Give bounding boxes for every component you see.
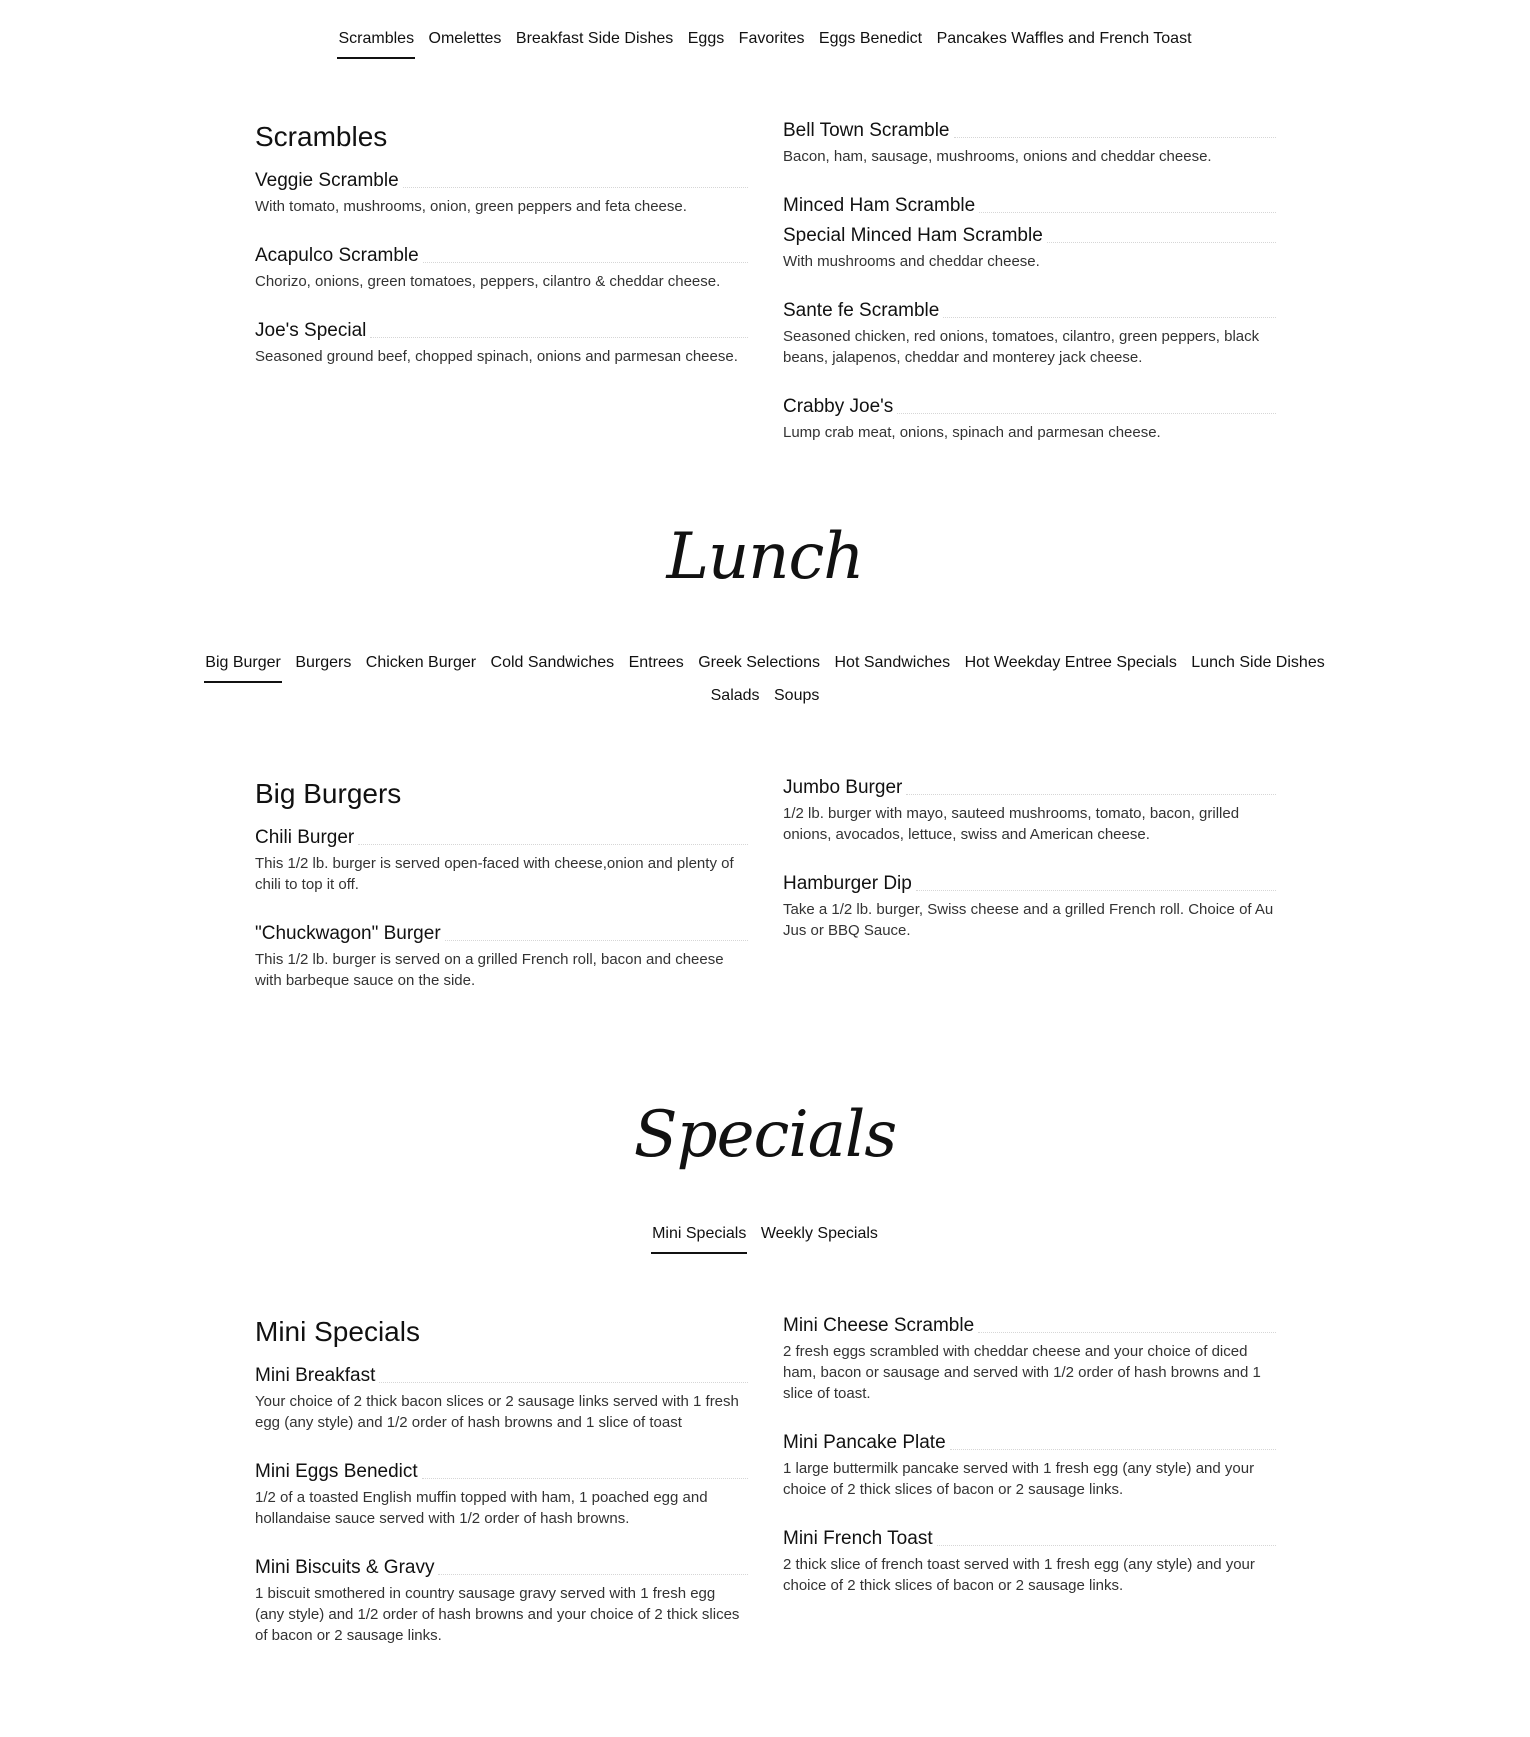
dotted-leader xyxy=(423,262,748,263)
specials-title: Specials xyxy=(633,1098,897,1172)
tab-mini-specials[interactable]: Mini Specials xyxy=(651,1217,747,1250)
dotted-leader xyxy=(897,413,1276,414)
menu-item-name: Acapulco Scramble xyxy=(255,245,419,266)
tab-hot-sandwiches[interactable]: Hot Sandwiches xyxy=(834,654,951,671)
dotted-leader xyxy=(943,317,1276,318)
menu-item-description: Seasoned ground beef, chopped spinach, onions and parmesan cheese. xyxy=(255,348,738,365)
dotted-leader xyxy=(906,794,1276,795)
scrambles-left-column xyxy=(255,120,748,393)
menu-item-description: Take a 1/2 lb. burger, Swiss cheese and a grilled French roll. Choice of Au Jus or BBQ Sauce. xyxy=(783,901,1274,939)
menu-item xyxy=(783,775,1276,845)
menu-item-name: Crabby Joe's xyxy=(783,396,894,417)
menu-item-name: Minced Ham Scramble xyxy=(783,195,976,216)
menu-item-description: Lump crab meat, onions, spinach and parmesan cheese. xyxy=(783,424,1161,441)
tab-omelettes[interactable]: Omelettes xyxy=(428,30,502,47)
menu-item xyxy=(255,825,748,895)
specials-tab-bar xyxy=(0,1217,1530,1250)
menu-item-name: Special Minced Ham Scramble xyxy=(783,225,1043,246)
dotted-leader xyxy=(950,1449,1276,1450)
dotted-leader xyxy=(1047,242,1276,243)
menu-item-name: Mini Biscuits & Gravy xyxy=(255,1557,435,1578)
menu-item-description: 1/2 of a toasted English muffin topped with ham, 1 poached egg and hollandaise sauce served with 1/2 order of hash browns. xyxy=(255,1489,708,1527)
menu-item-description: 2 thick slice of french toast served with 1 fresh egg (any style) and your choice of 2 thick slices of bacon or 2 sausage links. xyxy=(783,1556,1255,1594)
dotted-leader xyxy=(379,1382,748,1383)
menu-item-name: Mini Breakfast xyxy=(255,1365,376,1386)
menu-item-description: Your choice of 2 thick bacon slices or 2 sausage links served with 1 fresh egg (any style) and 1/2 order of hash browns and 1 slice of toast xyxy=(255,1393,739,1431)
menu-item-description: With tomato, mushrooms, onion, green peppers and feta cheese. xyxy=(255,198,687,215)
menu-item xyxy=(255,1459,748,1529)
dotted-leader xyxy=(979,212,1276,213)
menu-item-name: Veggie Scramble xyxy=(255,170,399,191)
tab-pancakes-waffles-french-toast[interactable]: Pancakes Waffles and French Toast xyxy=(936,30,1192,47)
menu-item xyxy=(783,193,1276,219)
section-heading-mini-specials: Mini Specials xyxy=(255,1316,420,1347)
lunch-tab-bar-row2 xyxy=(0,679,1530,712)
menu-item-name: Jumbo Burger xyxy=(783,777,903,798)
menu-item-description: 2 fresh eggs scrambled with cheddar cheese and your choice of diced ham, bacon or sausage and served with 1/2 order of hash browns and 1 slice of toast. xyxy=(783,1343,1261,1402)
big-burgers-left-column xyxy=(255,777,748,1017)
tab-favorites[interactable]: Favorites xyxy=(738,30,805,47)
tab-big-burger[interactable]: Big Burger xyxy=(204,646,282,679)
tab-cold-sandwiches[interactable]: Cold Sandwiches xyxy=(490,654,615,671)
menu-item-name: Joe's Special xyxy=(255,320,367,341)
menu-item-description: Bacon, ham, sausage, mushrooms, onions and cheddar cheese. xyxy=(783,148,1212,165)
menu-item xyxy=(255,168,748,217)
menu-item xyxy=(783,298,1276,368)
tab-soups[interactable]: Soups xyxy=(774,687,820,704)
dotted-leader xyxy=(403,187,748,188)
dotted-leader xyxy=(370,337,748,338)
menu-item-name: Mini Eggs Benedict xyxy=(255,1461,418,1482)
dotted-leader xyxy=(916,890,1276,891)
menu-item-name: Mini Cheese Scramble xyxy=(783,1315,975,1336)
menu-item-name: Sante fe Scramble xyxy=(783,300,940,321)
menu-item xyxy=(255,921,748,991)
dotted-leader xyxy=(937,1545,1276,1546)
tab-salads[interactable]: Salads xyxy=(710,687,760,704)
tab-chicken-burger[interactable]: Chicken Burger xyxy=(365,654,477,671)
menu-item-name: Bell Town Scramble xyxy=(783,120,950,141)
menu-item-description: 1/2 lb. burger with mayo, sauteed mushrooms, tomato, bacon, grilled onions, avocados, lettuce, swiss and American cheese. xyxy=(783,805,1240,843)
section-heading-big-burgers: Big Burgers xyxy=(255,778,402,809)
menu-item-description: This 1/2 lb. burger is served on a grilled French roll, bacon and cheese with barbeque sauce on the side. xyxy=(255,951,724,989)
breakfast-tab-bar xyxy=(0,22,1530,55)
dotted-leader xyxy=(358,844,748,845)
menu-item-description: This 1/2 lb. burger is served open-faced with cheese,onion and plenty of chili to top it off. xyxy=(255,855,734,893)
menu-item xyxy=(783,871,1276,941)
lunch-tab-bar-row1 xyxy=(0,646,1530,679)
mini-specials-right-column xyxy=(783,1313,1276,1622)
menu-item xyxy=(255,318,748,367)
menu-item-description: Chorizo, onions, green tomatoes, peppers, cilantro & cheddar cheese. xyxy=(255,273,721,290)
menu-item xyxy=(783,394,1276,443)
dotted-leader xyxy=(422,1478,748,1479)
dotted-leader xyxy=(954,137,1276,138)
tab-hot-weekday-entree-specials[interactable]: Hot Weekday Entree Specials xyxy=(964,654,1177,671)
tab-scrambles[interactable]: Scrambles xyxy=(337,22,415,55)
mini-specials-left-column xyxy=(255,1315,748,1672)
tab-breakfast-side-dishes[interactable]: Breakfast Side Dishes xyxy=(515,30,674,47)
menu-item-description: 1 biscuit smothered in country sausage gravy served with 1 fresh egg (any style) and 1/2 order of hash browns and your choice of 2 thick slices of bacon or 2 sausage links. xyxy=(255,1585,740,1644)
menu-item xyxy=(783,1526,1276,1596)
dotted-leader xyxy=(445,940,748,941)
scrambles-right-column xyxy=(783,118,1276,469)
tab-burgers[interactable]: Burgers xyxy=(295,654,352,671)
lunch-title: Lunch xyxy=(666,520,864,594)
section-heading-scrambles: Scrambles xyxy=(255,121,388,152)
tab-eggs-benedict[interactable]: Eggs Benedict xyxy=(818,30,923,47)
menu-item-description: With mushrooms and cheddar cheese. xyxy=(783,253,1040,270)
menu-item-name: "Chuckwagon" Burger xyxy=(255,923,441,944)
tab-greek-selections[interactable]: Greek Selections xyxy=(698,654,821,671)
menu-item-name: Mini French Toast xyxy=(783,1528,933,1549)
menu-item xyxy=(783,1313,1276,1404)
menu-item xyxy=(255,243,748,292)
menu-item xyxy=(783,118,1276,167)
menu-item-description: 1 large buttermilk pancake served with 1 fresh egg (any style) and your choice of 2 thick slices of bacon or 2 sausage links. xyxy=(783,1460,1255,1498)
tab-weekly-specials[interactable]: Weekly Specials xyxy=(760,1225,878,1242)
dotted-leader xyxy=(978,1332,1276,1333)
tab-eggs[interactable]: Eggs xyxy=(687,30,725,47)
tab-lunch-side-dishes[interactable]: Lunch Side Dishes xyxy=(1191,654,1325,671)
menu-item xyxy=(783,1430,1276,1500)
menu-item-description: Seasoned chicken, red onions, tomatoes, cilantro, green peppers, black beans, jalapenos, cheddar and monterey jack cheese. xyxy=(783,328,1260,366)
big-burgers-right-column xyxy=(783,775,1276,967)
menu-item xyxy=(255,1363,748,1433)
dotted-leader xyxy=(438,1574,748,1575)
menu-item xyxy=(255,1555,748,1646)
menu-item-name: Hamburger Dip xyxy=(783,873,912,894)
menu-item xyxy=(783,223,1276,272)
tab-entrees[interactable]: Entrees xyxy=(628,654,684,671)
menu-item-name: Chili Burger xyxy=(255,827,355,848)
menu-item-name: Mini Pancake Plate xyxy=(783,1432,946,1453)
